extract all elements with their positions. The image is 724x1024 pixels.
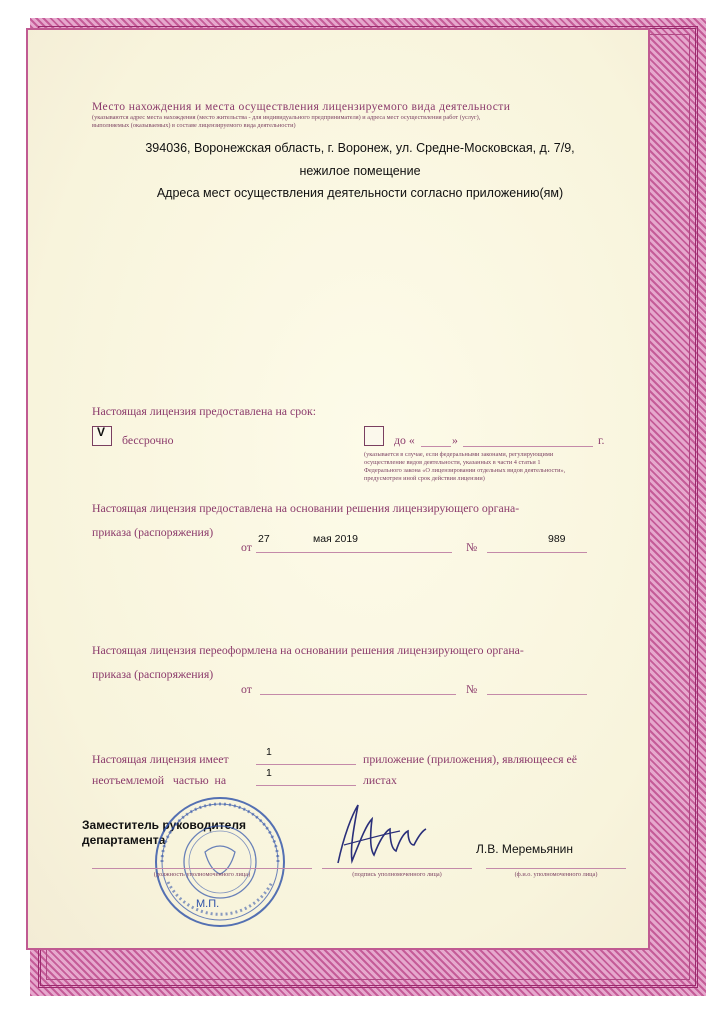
- unlimited-label: бессрочно: [122, 433, 174, 447]
- signatory-name: Л.В. Меремьянин: [476, 842, 573, 856]
- section-note: (указываются адрес места нахождения (место жительства - для индивидуального предпринимателя) и адреса мест осуществления работ (услуг), выполняемых (оказываемых) в составе лицензируемого вида деятельности): [92, 114, 481, 129]
- reissue-from-label: от: [241, 682, 252, 696]
- reissue-date-line: [260, 694, 456, 695]
- appendix-text-4: листах: [363, 773, 397, 787]
- reissue-number-label: №: [466, 682, 478, 696]
- until-prefix: до «: [394, 433, 415, 447]
- caption-position: (должность уполномоченного лица): [153, 871, 251, 878]
- grant-day: 27: [258, 533, 270, 545]
- reissue-order-label: приказа (распоряжения): [92, 667, 214, 681]
- appendix-text-1: Настоящая лицензия имеет: [92, 752, 229, 766]
- unlimited-checkbox: [92, 426, 112, 446]
- until-date-checkbox: [364, 426, 384, 446]
- stamp-mp: М.П.: [196, 898, 220, 910]
- until-month-line: [463, 446, 593, 447]
- grant-number: 989: [548, 533, 566, 545]
- address-line-1: 394036, Воронежская область, г. Воронеж, ул. Средне-Московская, д. 7/9,: [145, 141, 575, 155]
- appendix-text-2: приложение (приложения), являющееся её: [363, 752, 578, 766]
- section-title: Место нахождения и места осуществления лицензируемого вида деятельности: [92, 100, 511, 113]
- caption-name: (ф.и.о. уполномоченного лица): [514, 871, 598, 878]
- until-note: (указывается в случае, если федеральными законами, регулирующими осуществление видов деятельности, указанных в части 4 статьи 1 Федерального закона «О лицензировании отдельных видов деятельности», предусмотрен иной срок действия лицензии): [364, 451, 566, 482]
- grant-date-line: [256, 552, 452, 553]
- grant-order-label: приказа (распоряжения): [92, 525, 214, 539]
- signatory-position: Заместитель руководителя департамента: [82, 818, 246, 847]
- grant-label: Настоящая лицензия предоставлена на основании решения лицензирующего органа-: [92, 501, 520, 515]
- official-stamp: [150, 792, 290, 932]
- appendix-text-3: неотъемлемой частью на: [92, 773, 227, 787]
- grant-from-label: от: [241, 540, 252, 554]
- appendix-count-line: [256, 764, 356, 765]
- until-day-line: [421, 446, 451, 447]
- reissue-number-line: [487, 694, 587, 695]
- until-mid: »: [452, 433, 458, 447]
- caption-signature: (подпись уполномоченного лица): [352, 871, 442, 878]
- signature-line: [322, 868, 472, 869]
- grant-number-label: №: [466, 540, 478, 554]
- appendix-sheets: 1: [266, 767, 272, 779]
- address-line-3: Адреса мест осуществления деятельности согласно приложению(ям): [156, 186, 564, 200]
- until-suffix: г.: [598, 433, 605, 447]
- grant-month-year: мая 2019: [313, 533, 359, 545]
- name-line: [486, 868, 626, 869]
- check-mark: V: [97, 425, 106, 439]
- address-line-2: нежилое помещение: [299, 164, 421, 178]
- grant-number-line: [487, 552, 587, 553]
- reissue-label: Настоящая лицензия переоформлена на основании решения лицензирующего органа-: [92, 643, 524, 657]
- handwritten-signature: [330, 795, 430, 870]
- appendix-count: 1: [266, 746, 272, 758]
- appendix-sheets-line: [256, 785, 356, 786]
- term-label: Настоящая лицензия предоставлена на срок:: [92, 404, 317, 418]
- position-line: [92, 868, 312, 869]
